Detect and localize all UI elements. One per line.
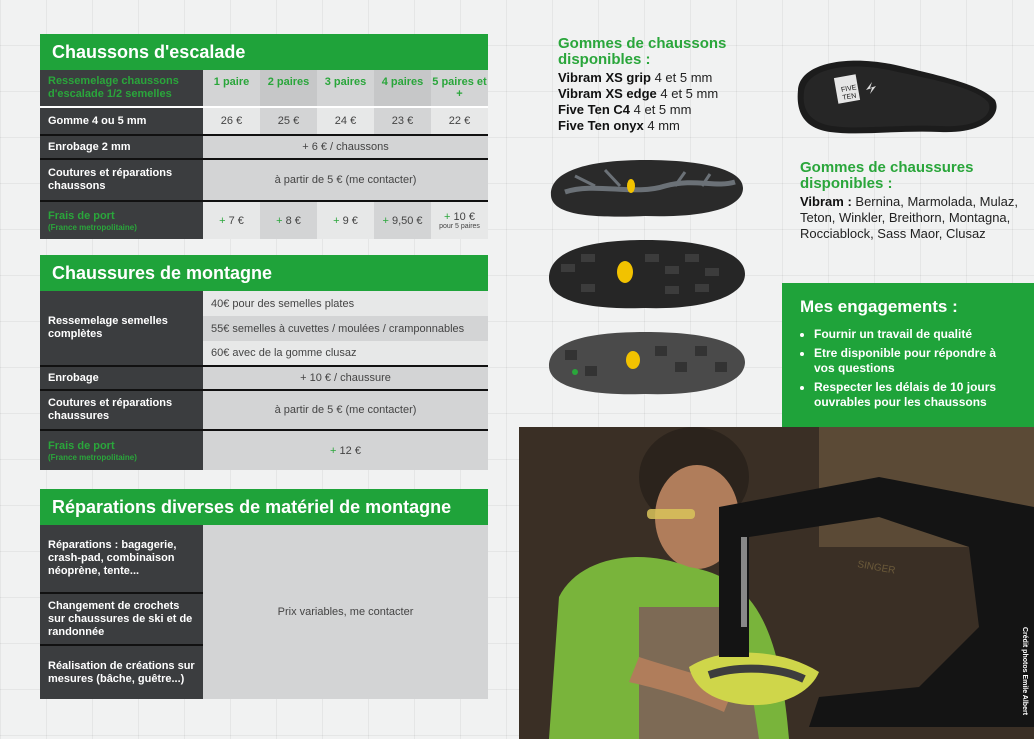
col-header: 1 paire	[203, 70, 260, 107]
col-header: 4 paires	[374, 70, 431, 107]
row-label: Gomme 4 ou 5 mm	[40, 107, 203, 135]
option-cell: 60€ avec de la gomme clusaz	[203, 341, 488, 366]
row-label: Coutures et réparations chaussures	[40, 390, 203, 430]
montagne-price-table	[40, 291, 488, 470]
section-title-escalade: Chaussons d'escalade	[40, 34, 488, 70]
section-title-reparations: Réparations diverses de matériel de montagne	[40, 489, 488, 525]
engagement-item: • Respecter les délais de 10 jours ouvrables pour les chaussons	[814, 380, 1016, 410]
engagements-title: Mes engagements :	[800, 297, 958, 316]
row-label: Changement de crochets sur chaussures de ski et de randonnée	[40, 593, 203, 645]
svg-text:TEN: TEN	[841, 92, 857, 102]
option-cell: 55€ semelles à cuvettes / moulées / cramponnables	[203, 316, 488, 341]
price-cell: à partir de 5 € (me contacter)	[203, 390, 488, 430]
gommes-chaussons-title: Gommes de chaussons disponibles :	[558, 35, 727, 68]
port-cell: + 12 €	[203, 430, 488, 470]
engagements-box	[782, 283, 1034, 445]
row-label: Enrobage	[40, 366, 203, 390]
reparations-table	[40, 525, 488, 699]
row-label: Coutures et réparations chaussons	[40, 159, 203, 201]
row-label: Réparations : bagagerie, crash-pad, combinaison néoprène, tente...	[40, 525, 203, 593]
escalade-header-label: Ressemelage chaussons d'escalade 1/2 semelles	[40, 70, 203, 107]
gomme-item: Five Ten onyx 4 mm	[558, 118, 680, 133]
row-label: Ressemelage semelles complètes	[40, 291, 203, 366]
price-cell: à partir de 5 € (me contacter)	[203, 159, 488, 201]
row-label: Enrobage 2 mm	[40, 135, 203, 159]
gomme-item: Vibram XS grip 4 et 5 mm	[558, 70, 713, 85]
engagement-item: • Etre disponible pour répondre à vos questions	[814, 346, 1016, 376]
climbing-sole-image	[790, 50, 1002, 142]
photo-credit: Crédit photos Emile Albert	[1021, 627, 1028, 716]
port-cell: + 8 €	[260, 201, 317, 239]
workshop-photo	[519, 427, 1034, 739]
port-cell: + 10 € pour 5 paires	[431, 201, 488, 239]
boot-sole-image	[545, 234, 747, 316]
col-header: 5 paires et +	[431, 70, 488, 107]
port-cell: + 9 €	[317, 201, 374, 239]
price-cell: 22 €	[431, 107, 488, 135]
option-cell: 40€ pour des semelles plates	[203, 291, 488, 316]
five-ten-logo: FIVE	[840, 84, 858, 94]
price-cell: 24 €	[317, 107, 374, 135]
row-label: Réalisation de créations sur mesures (bâche, guêtre...)	[40, 645, 203, 699]
svg-text:SINGER: SINGER	[856, 559, 897, 577]
gommes-chaussures-title: Gommes de chaussures disponibles :	[800, 159, 974, 192]
gomme-item: Five Ten C4 4 et 5 mm	[558, 102, 692, 117]
price-cell: + 10 € / chaussure	[203, 366, 488, 390]
engagement-item: • Fournir un travail de qualité	[814, 327, 1016, 342]
port-label: Frais de port (France metropolitaine)	[40, 430, 203, 470]
col-header: 3 paires	[317, 70, 374, 107]
vibram-list: Bernina, Marmolada, Mulaz, Teton, Winkler, Breithorn, Montagna, Rocciablock, Sass Maor, Clusaz	[800, 194, 1018, 241]
port-label: Frais de port (France metropolitaine)	[40, 201, 203, 239]
boot-sole-image	[545, 326, 747, 400]
gomme-item: Vibram XS edge 4 et 5 mm	[558, 86, 719, 101]
gommes-chaussures	[800, 160, 1020, 242]
port-cell: + 7 €	[203, 201, 260, 239]
price-cell: 25 €	[260, 107, 317, 135]
section-title-montagne: Chaussures de montagne	[40, 255, 488, 291]
gommes-chaussons	[558, 36, 758, 134]
boot-sole-image	[545, 152, 747, 224]
col-header: 2 paires	[260, 70, 317, 107]
port-cell: + 9,50 €	[374, 201, 431, 239]
price-cell: 26 €	[203, 107, 260, 135]
price-cell: + 6 € / chaussons	[203, 135, 488, 159]
price-cell: Prix variables, me contacter	[203, 525, 488, 699]
escalade-price-table	[40, 70, 488, 239]
vibram-label: Vibram :	[800, 194, 852, 209]
price-cell: 23 €	[374, 107, 431, 135]
